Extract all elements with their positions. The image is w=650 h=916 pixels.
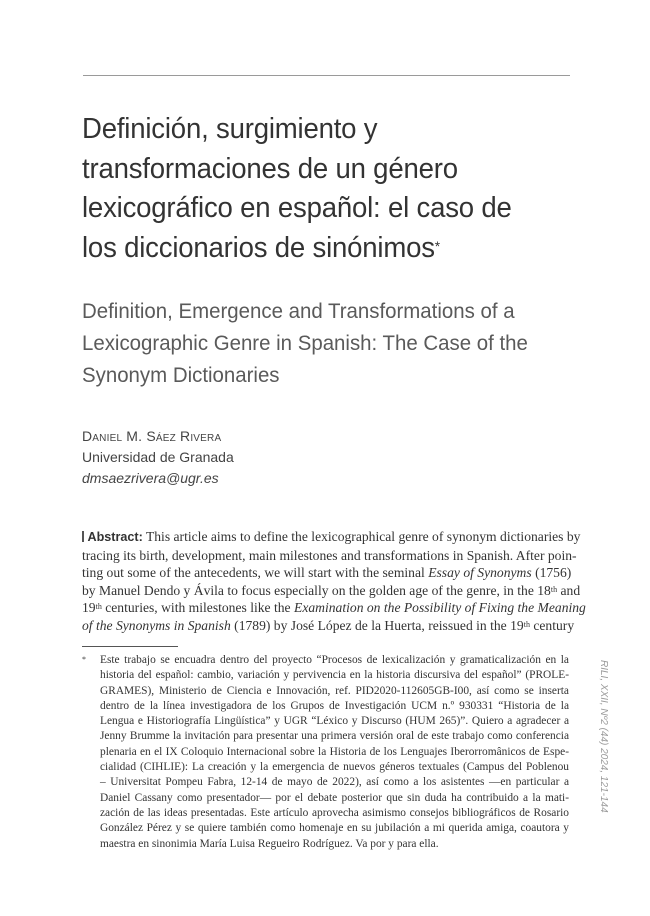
- footnote-mark: *: [82, 655, 86, 664]
- footnote-line: historia del español: cambio, variación y pervivencia en la historia discursiva del español” (PROLE-: [100, 669, 569, 682]
- abstract-sup-2: th: [95, 602, 102, 612]
- footnote-line: Este trabajo se encuadra dentro del proyecto “Procesos de lexicalización y gramaticalización en la: [100, 654, 569, 666]
- subtitle-line-1: Definition, Emergence and Transformations of a: [82, 299, 515, 323]
- abstract-text-6b: century: [533, 617, 575, 633]
- abstract-italic-essay: Essay of Synonyms: [428, 565, 532, 581]
- author-name: Daniel M. Sáez Rivera: [82, 428, 222, 444]
- abstract-line-1: [82, 528, 581, 547]
- abstract-italic-examination: Examination on the Possibility of Fixing the Meaning: [294, 600, 586, 616]
- abstract-line-3: [82, 564, 572, 582]
- abstract-line-5: [82, 599, 586, 617]
- abstract: [82, 528, 586, 635]
- subtitle-line-3: Synonym Dictionaries: [82, 363, 280, 387]
- abstract-text-4b: and: [560, 582, 581, 598]
- footnote-line: Daniel Cassany como presentador— por el debate posterior que sin duda ha contribuido a la mati-: [100, 791, 569, 804]
- title-line-1: Definición, surgimiento y: [82, 113, 378, 145]
- author-affiliation: Universidad de Granada: [82, 449, 234, 465]
- abstract-text-3: ting out some of the antecedents, we will start with the seminal: [82, 565, 425, 581]
- footnote-line: González Pérez y se quiere también como homenaje en su jubilación a mi querida amiga, coautora y: [100, 822, 569, 835]
- abstract-line-2: tracing its birth, development, main milestones and transformations in Spanish. After poin-: [82, 547, 577, 563]
- abstract-text-5b: centuries, with milestones like the: [105, 600, 291, 616]
- journal-citation: RILI, XXII, Nº2 (44) 2024, 121-144: [598, 660, 609, 813]
- author-email[interactable]: dmsaezrivera@ugr.es: [82, 470, 219, 486]
- title-line-4-text: los diccionarios de sinónimos: [82, 231, 435, 264]
- top-rule: [83, 75, 570, 76]
- abstract-sup-3: th: [523, 619, 530, 629]
- article-subtitle: [82, 295, 557, 391]
- abstract-text-5: 19: [82, 600, 96, 616]
- footnote-line: Jenny Brumme la invitación para presentar una primera versión oral de este trabajo como conferencia: [100, 730, 569, 743]
- footnote-line: maestra en sinonimia María Luisa Regueiro Rodríguez. Va por y para ella.: [100, 837, 439, 850]
- abstract-text-4: by Manuel Dendo y Ávila to focus especially on the golden age of the genre, in the 18: [82, 582, 551, 598]
- abstract-text-3b: (1756): [535, 565, 572, 581]
- title-line-4: [82, 229, 557, 269]
- abstract-text-6: (1789) by José López de la Huerta, reissued in the 19: [234, 617, 524, 633]
- title-line-2: transformaciones de un género: [82, 152, 458, 185]
- title-footnote-mark[interactable]: *: [434, 237, 440, 254]
- abstract-italic-synonyms: of the Synonyms in Spanish: [82, 617, 231, 633]
- footnote-line: dentro de la línea investigadora de los Grupos de Investigación UCM n.º 930331 “Historia de la: [100, 699, 569, 712]
- abstract-text-1: This article aims to define the lexicographical genre of synonym dictionaries by: [145, 529, 581, 544]
- footnote-line: cialidad (CIHLIE): La creación y la emergencia de nuevos géneros textuales (Campus del Poblenou: [100, 761, 569, 774]
- subtitle-line-2: Lexicographic Genre in Spanish: The Case of the: [82, 331, 528, 355]
- author-block: [82, 426, 234, 489]
- abstract-marker: [82, 531, 84, 542]
- abstract-sup-1: th: [550, 584, 558, 594]
- footnote-line: – Universitat Pompeu Fabra, 12-14 de mayo de 2022), así como a los asistentes —en particular a: [100, 776, 569, 789]
- footnote-line: GRAMES), Ministerio de Ciencia e Innovación, ref. PID2020-112605GB-I00, así como se inserta: [100, 684, 569, 697]
- footnote-line: plenaria en el IX Coloquio Internacional sobre la Historia de los Lenguajes Iberorromânicos de Espe-: [100, 745, 569, 758]
- abstract-line-4: [82, 582, 581, 600]
- abstract-line-6: [82, 617, 575, 635]
- article-title: [82, 110, 557, 268]
- abstract-label: Abstract:: [87, 530, 143, 544]
- footnote-rule: [82, 646, 178, 647]
- footnote-line: zación de las ideas presentadas. Este artículo aprovecha asimismo consejos bibliográficos de Rosario: [100, 806, 569, 819]
- footnote-line: Lengua e Historiografía Lingüística” y UGR “Léxico y Discurso (HUM 265)”. Quiero a agradecer a: [100, 715, 569, 728]
- footnote: [82, 653, 569, 852]
- footnote-body: [100, 653, 569, 852]
- title-line-3: lexicográfico en español: el caso de: [82, 192, 512, 224]
- journal-side-note: [597, 660, 611, 840]
